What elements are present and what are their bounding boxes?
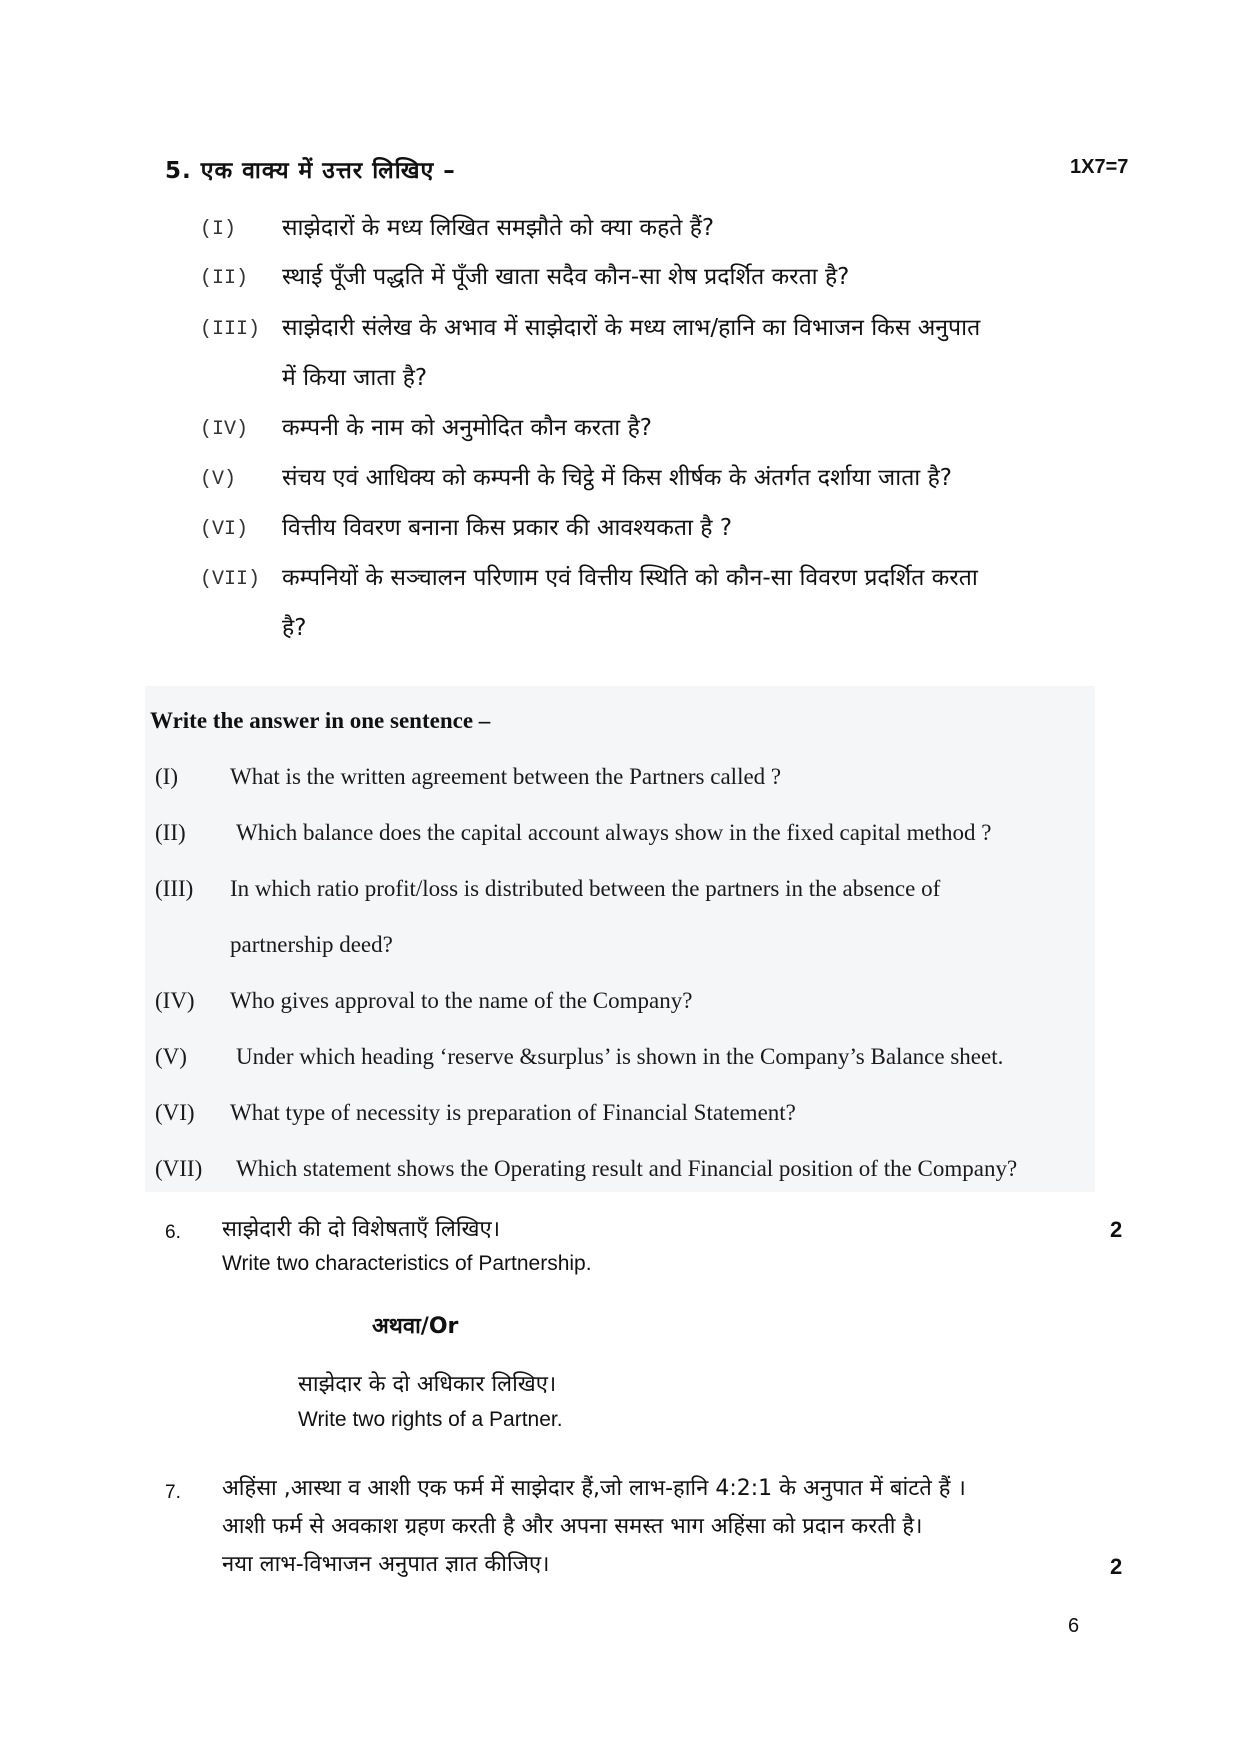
english-item-text: Which balance does the capital account always show in the fixed capital method ?	[236, 820, 992, 845]
hindi-item-text: संचय एवं आधिक्य को कम्पनी के चिट्ठे में किस शीर्षक के अंतर्गत दर्शाया जाता है?	[282, 465, 952, 491]
question-6-alt-english: Write two rights of a Partner.	[298, 1408, 563, 1431]
hindi-item-text: कम्पनियों के सञ्चालन परिणाम एवं वित्तीय स्थिति को कौन-सा विवरण प्रदर्शित करता	[282, 565, 978, 591]
english-item-number: (I)	[155, 764, 178, 789]
hindi-item-text: साझेदारी संलेख के अभाव में साझेदारों के मध्य लाभ/हानि का विभाजन किस अनुपात	[282, 315, 981, 341]
question-5-marks: 1X7=7	[1070, 156, 1129, 178]
english-item-text: In which ratio profit/loss is distributed between the partners in the absence of	[230, 876, 941, 901]
english-item-number: (IV)	[155, 988, 195, 1013]
question-5-heading: 5. एक वाक्य में उत्तर लिखिए –	[165, 158, 456, 184]
question-6-english: Write two characteristics of Partnership.	[222, 1252, 592, 1275]
hindi-item-number: (VI)	[200, 518, 249, 541]
english-item-text: Under which heading ‘reserve &surplus’ is shown in the Company’s Balance sheet.	[236, 1044, 1004, 1069]
english-item-text: What type of necessity is preparation of Financial Statement?	[230, 1100, 796, 1125]
english-item-text: Who gives approval to the name of the Company?	[230, 988, 693, 1013]
question-7-line: अहिंसा ,आस्था व आशी एक फर्म में साझेदार हैं,जो लाभ-हानि 4:2:1 के अनुपात में बांटते हैं ।	[222, 1476, 966, 1501]
hindi-item-number: (III)	[200, 318, 261, 341]
question-6-marks: 2	[1110, 1217, 1123, 1242]
english-item-text: What is the written agreement between the Partners called ?	[230, 764, 782, 789]
hindi-item-number: (VII)	[200, 568, 261, 591]
question-7-line: नया लाभ-विभाजन अनुपात ज्ञात कीजिए।	[222, 1552, 550, 1577]
hindi-item-text-continued: में किया जाता है?	[282, 365, 428, 391]
page-number: 6	[1068, 1615, 1080, 1637]
hindi-item-text-continued: है?	[282, 615, 307, 641]
hindi-item-number: (V)	[200, 468, 237, 491]
english-item-number: (VI)	[155, 1100, 195, 1125]
hindi-item-text: वित्तीय विवरण बनाना किस प्रकार की आवश्यकता है ?	[282, 515, 733, 541]
english-item-text: Which statement shows the Operating result and Financial position of the Company?	[236, 1156, 1018, 1181]
question-6-hindi: साझेदारी की दो विशेषताएँ लिखिए।	[222, 1217, 501, 1242]
english-heading: Write the answer in one sentence –	[150, 708, 491, 733]
hindi-item-number: (IV)	[200, 418, 249, 441]
question-6-number: 6.	[165, 1222, 181, 1243]
or-label: अथवा/Or	[372, 1314, 459, 1339]
question-7-line: आशी फर्म से अवकाश ग्रहण करती है और अपना समस्त भाग अहिंसा को प्रदान करती है।	[222, 1514, 923, 1539]
hindi-item-text: स्थाई पूँजी पद्धति में पूँजी खाता सदैव कौन-सा शेष प्रदर्शित करता है?	[282, 264, 850, 290]
english-item-number: (VII)	[155, 1156, 203, 1181]
english-item-text-continued: partnership deed?	[230, 932, 393, 957]
english-item-number: (II)	[155, 820, 186, 845]
hindi-item-text: कम्पनी के नाम को अनुमोदित कौन करता है?	[282, 415, 652, 441]
question-7-marks: 2	[1110, 1554, 1123, 1579]
question-7-number: 7.	[165, 1482, 181, 1503]
question-6-alt-hindi: साझेदार के दो अधिकार लिखिए।	[298, 1372, 557, 1397]
hindi-item-number: (I)	[200, 218, 237, 241]
hindi-item-number: (II)	[200, 267, 249, 290]
hindi-item-text: साझेदारों के मध्य लिखित समझौते को क्या कहते हैं?	[282, 215, 715, 241]
english-item-number: (V)	[155, 1044, 187, 1069]
english-item-number: (III)	[155, 876, 194, 901]
